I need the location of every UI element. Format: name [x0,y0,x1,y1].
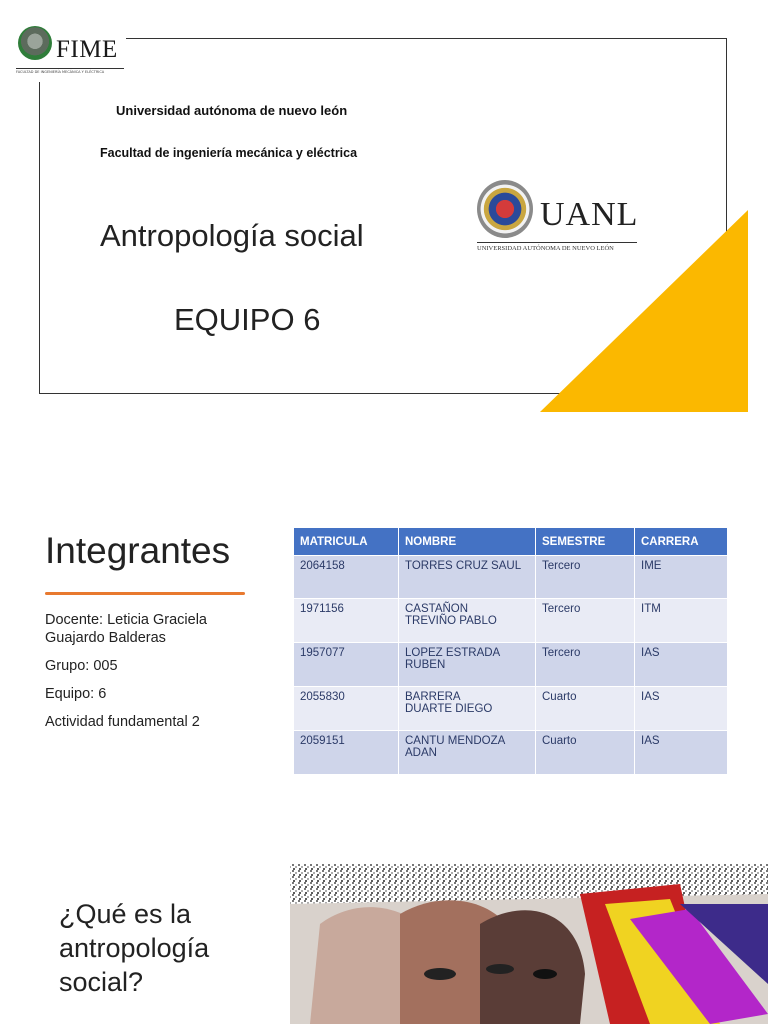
docente-label-cont: Guajardo Balderas [45,630,166,646]
cell-nombre [399,643,536,687]
subject-title: Antropología social [100,218,364,253]
cell-nombre [399,731,536,775]
cell-matricula: 1971156 [294,599,399,643]
fime-logo [16,24,126,78]
cell-matricula: 2055830 [294,687,399,731]
fime-logo-subtext: FACULTAD DE INGENIERÍA MECÁNICA Y ELÉCTRICA [16,68,124,74]
cell-nombre-line1: CANTU MENDOZA [405,735,506,747]
header-carrera: CARRERA [635,528,728,556]
question-title-line1: ¿Qué es la [59,899,192,929]
docente-label: Docente: Leticia Graciela [45,612,207,628]
header-matricula: MATRICULA [294,528,399,556]
header-semestre: SEMESTRE [536,528,635,556]
cell-semestre: Tercero [536,643,635,687]
team-title: EQUIPO 6 [174,302,321,337]
cell-matricula: 2064158 [294,556,399,599]
table-row [294,731,728,775]
uanl-seal-icon [477,180,533,238]
title-underline [45,592,245,595]
cell-nombre [399,599,536,643]
members-title: Integrantes [45,530,231,571]
question-title-line3: social? [59,967,144,997]
cell-matricula: 2059151 [294,731,399,775]
cell-nombre [399,556,536,599]
faculty-name: Facultad de ingeniería mecánica y eléctrica [100,146,358,160]
title-slide [0,0,768,420]
question-title [59,897,259,999]
cell-nombre-line2: TREVIÑO PABLO [405,615,497,627]
cell-nombre-line1: BARRERA [405,691,461,703]
fime-seal-icon [18,26,52,60]
cell-nombre [399,687,536,731]
accent-triangle [540,210,748,412]
equipo-label: Equipo: 6 [45,686,107,702]
masks-illustration [250,864,768,1024]
cell-semestre: Cuarto [536,687,635,731]
cell-semestre: Cuarto [536,731,635,775]
table-row [294,599,728,643]
header-nombre: NOMBRE [399,528,536,556]
cell-nombre-line2: RUBEN [405,659,446,671]
cell-carrera: IAS [635,643,728,687]
members-table [294,528,728,774]
cell-nombre-line2: DUARTE DIEGO [405,703,493,715]
table-row [294,687,728,731]
cell-semestre: Tercero [536,556,635,599]
table-row [294,556,728,599]
cell-matricula: 1957077 [294,643,399,687]
table-row [294,643,728,687]
cell-nombre-line2: ADAN [405,747,437,759]
university-name: Universidad autónoma de nuevo león [116,103,348,118]
cell-nombre-line1: LOPEZ ESTRADA [405,647,501,659]
cell-carrera: ITM [635,599,728,643]
actividad-label: Actividad fundamental 2 [45,714,200,730]
uanl-logo-text: UANL [540,196,639,233]
cell-carrera: IAS [635,687,728,731]
cell-carrera: IAS [635,731,728,775]
fime-logo-text: FIME [56,36,118,63]
cell-semestre: Tercero [536,599,635,643]
cell-nombre-line1: TORRES CRUZ SAUL [405,560,522,572]
slide-frame-left-edge [39,82,40,393]
grupo-label: Grupo: 005 [45,658,118,674]
question-title-line2: antropología [59,933,210,963]
cell-nombre-line1: CASTAÑON [405,603,469,615]
table-header-row [294,528,728,556]
cell-carrera: IME [635,556,728,599]
uanl-logo-subtext: UNIVERSIDAD AUTÓNOMA DE NUEVO LEÓN [477,245,614,252]
